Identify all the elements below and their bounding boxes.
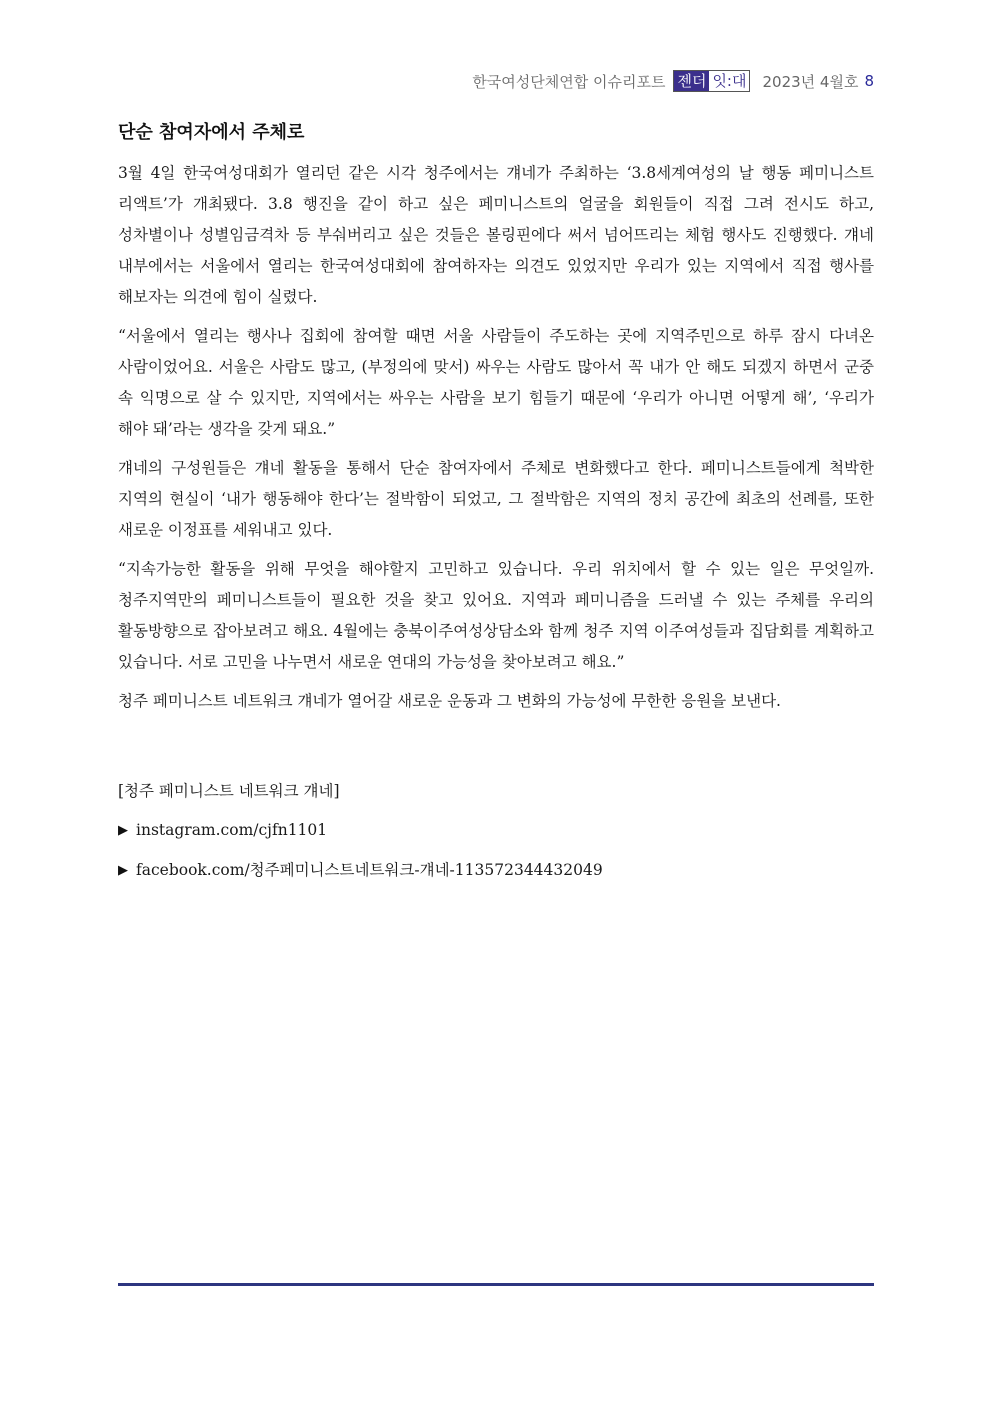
- header-org-name: 한국여성단체연합 이슈리포트: [472, 72, 666, 91]
- triangle-bullet-icon: ▶: [118, 863, 128, 878]
- instagram-link[interactable]: instagram.com/cjfn1101: [136, 821, 328, 839]
- instagram-link-row: [118, 815, 874, 846]
- logo-highlight: 젠더: [674, 71, 709, 91]
- footer-divider: [118, 1283, 874, 1286]
- quote-seoul: “서울에서 열리는 행사나 집회에 참여할 때면 서울 사람들이 주도하는 곳에 지역주민으로 하루 잠시 다녀온 사람이었어요. 서울은 사람도 많고, (부정의에 맞서) 싸우는 사람도 많아서 꼭 내가 안 해도 되겠지 하면서 군중 속 익명으로 살 수 있지만, 지역에서는 싸우는 사람을 보기 힘들기 때문에 ‘우리가 아니면 어떻게 해’, ‘우리가 해야 돼’라는 생각을 갖게 돼요.”: [118, 327, 874, 438]
- facebook-link-row: [118, 855, 874, 886]
- source-label: [청주 페미니스트 네트워크 걔네]: [118, 782, 340, 800]
- links-section: [118, 776, 874, 895]
- page-number: 8: [864, 72, 874, 90]
- paragraph-intro: 3월 4일 한국여성대회가 열리던 같은 시각 청주에서는 걔네가 주최하는 ‘3.8세계여성의 날 행동 페미니스트 리액트’가 개최됐다. 3.8 행진을 같이 하고 싶은 페미니스트의 얼굴을 회원들이 직접 그려 전시도 하고, 성차별이나 성별임금격차 등 부숴버리고 싶은 것들은 볼링핀에다 써서 넘어뜨리는 체험 행사도 진행했다. 걔네 내부에서는 서울에서 열리는 한국여성대회에 참여하자는 의견도 있었지만 우리가 있는 지역에서 직접 행사를 해보자는 의견에 힘이 실렸다.: [118, 164, 874, 306]
- logo-rest: 잇:대: [712, 72, 747, 90]
- article-body: [118, 158, 874, 725]
- quote-sustainable: “지속가능한 활동을 위해 무엇을 해야할지 고민하고 있습니다. 우리 위치에서 할 수 있는 일은 무엇일까. 청주지역만의 페미니스트들이 필요한 것을 찾고 있어요. 지역과 페미니즘을 드러낼 수 있는 주체를 우리의 활동방향으로 잡아보려고 해요. 4월에는 충북이주여성상담소와 함께 청주 지역 이주여성들과 집담회를 계획하고 있습니다. 서로 고민을 나누면서 새로운 연대의 가능성을 찾아보려고 해요.”: [118, 560, 874, 671]
- paragraph-closing: 청주 페미니스트 네트워크 걔네가 열어갈 새로운 운동과 그 변화의 가능성에 무한한 응원을 보낸다.: [118, 692, 781, 710]
- paragraph-change: 걔네의 구성원들은 걔네 활동을 통해서 단순 참여자에서 주체로 변화했다고 한다. 페미니스트들에게 척박한 지역의 현실이 ‘내가 행동해야 한다’는 절박함이 되었고, 그 절박함은 지역의 정치 공간에 최초의 선례를, 또한 새로운 이정표를 세워내고 있다.: [118, 459, 874, 539]
- section-title: 단순 참여자에서 주체로: [118, 122, 305, 143]
- facebook-link[interactable]: facebook.com/청주페미니스트네트워크-걔네-113572344432049: [136, 861, 603, 879]
- header-issue: 2023년 4월호: [762, 72, 859, 91]
- genderitdae-logo: [673, 70, 750, 92]
- triangle-bullet-icon: ▶: [118, 823, 128, 838]
- page-header: [472, 68, 874, 94]
